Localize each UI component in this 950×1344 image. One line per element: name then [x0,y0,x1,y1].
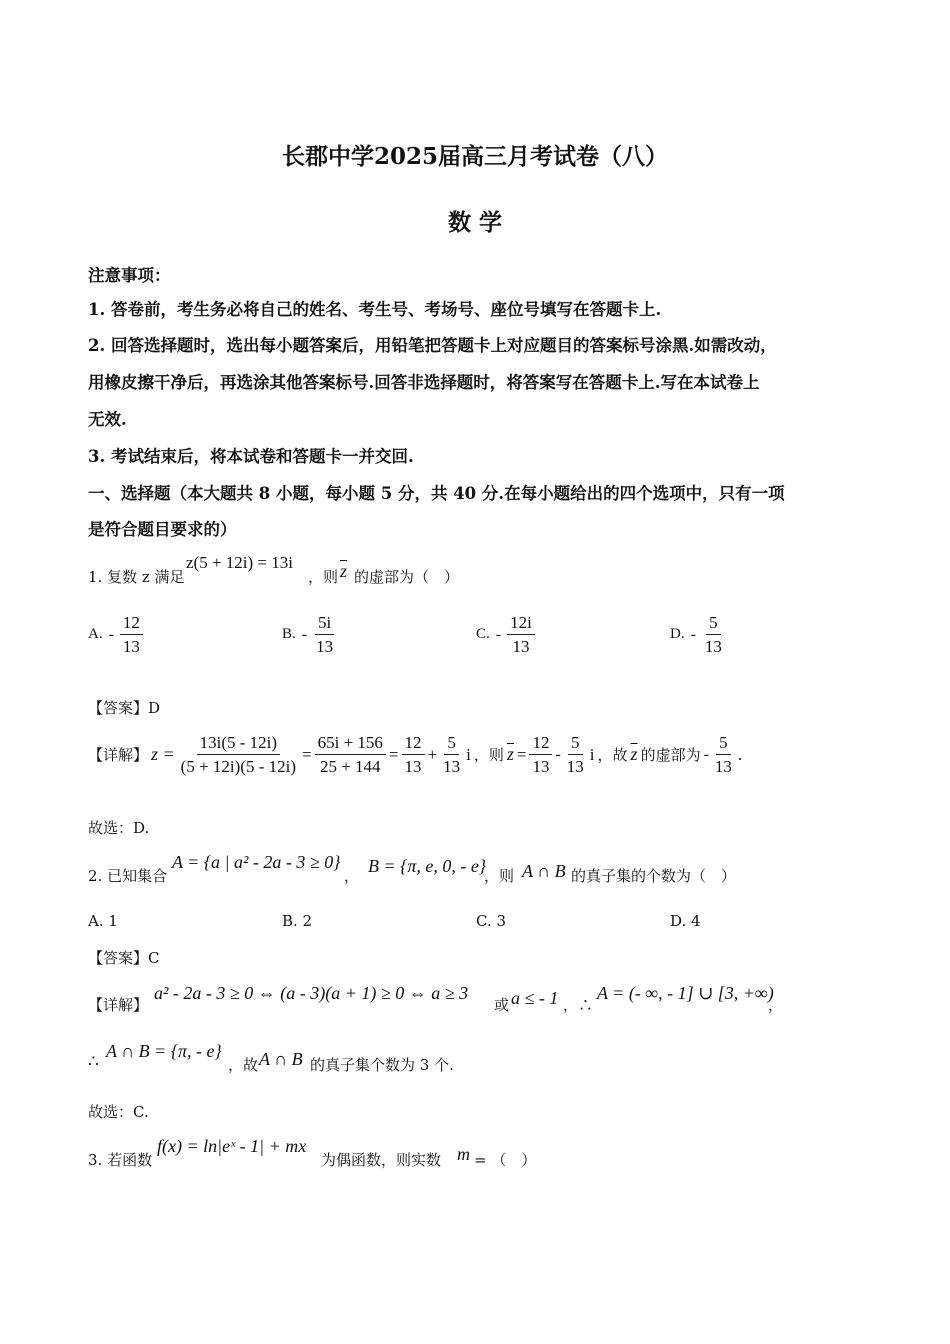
fraction-numerator: 13i(5 - 12i) [197,732,280,755]
q1-detail-fraction-7 [712,732,735,777]
minus-sign: - [690,625,696,643]
q2-set-b: B = {π, e, 0, - e} [368,856,487,876]
q1-detail-then: ，则 [473,746,504,764]
q2-conclusion: 故选：C. [88,1103,149,1121]
minus-sign: - [108,625,114,643]
fraction-denominator: 13 [404,757,422,776]
fraction-denominator: 13 [443,757,461,776]
q1-option-c-label: C. [476,626,490,642]
fraction-numerator: 5 [716,732,731,755]
q1-detail-fraction-4 [440,732,463,777]
q1-option-a-num: 12 [120,612,143,635]
fraction-numerator: 12 [529,732,552,755]
plus-sign: + [427,744,438,764]
q2-detail-or: 或 [494,996,510,1014]
fraction-numerator: 65i + 156 [315,732,386,755]
q1-middle: ，则 [308,568,339,586]
q1-option-d-num: 5 [706,612,721,635]
q1-detail-zbar-2: $\overline{z}$ [630,744,638,764]
fraction-denominator: 13 [566,757,584,776]
q2-suffix: 的真子集的个数为（ ） [571,867,737,885]
equals-sign: = [388,744,399,764]
q2-intersection-result: A ∩ B = {π, - e} [106,1041,222,1061]
q3-suffix-pre: 为偶函数，则实数 [321,1151,442,1169]
q1-option-b [282,612,336,657]
q1-detail-imag-text: 的虚部为 [640,746,701,764]
q1-detail-label: 【详解】 [88,746,149,764]
q1-option-c-den: 13 [512,637,530,656]
q1-option-c [476,612,535,657]
notice-item-2-line-3: 无效. [88,410,127,429]
q3-prefix: 3. 若函数 [88,1151,153,1169]
q1-option-d-den: 13 [704,637,722,656]
minus-sign: - [703,745,709,763]
q1-detail-fraction-2 [315,732,386,777]
q1-detail [88,732,742,777]
notice-item-3: 3. 考试结束后，将本试卷和答题卡一并交回. [88,447,414,466]
q2-detail-equation: a² - 2a - 3 ≥ 0 ⇔ (a - 3)(a + 1) ≥ 0 ⇔ a ≥ 3 [154,983,469,1003]
q1-option-d-fraction [702,612,725,657]
subject-title: 数 学 [447,209,502,236]
imag-unit: i [589,744,595,764]
notice-item-2-line-1: 2. 回答选择题时，选出每小题答案后，用铅笔把答题卡上对应题目的答案标号涂黑.如需改动， [88,336,777,355]
equals-sign: = [302,744,312,764]
q2-detail-equation-2: a ≤ - 1 [511,988,559,1008]
q3-function: f(x) = ln|eˣ - 1| + mx [157,1136,307,1156]
q1-option-b-num: 5i [315,612,334,635]
q2-set-a: A = {a | a² - 2a - 3 ≥ 0} [172,852,341,872]
q1-option-b-den: 13 [316,637,334,656]
q2-detail-label: 【详解】 [88,996,149,1014]
q2-intersect: A ∩ B [522,861,566,881]
q2-line2-suffix: 的真子集个数为 3 个. [310,1056,454,1074]
q2-line2-text: ，故 [228,1056,259,1074]
q2-option-b: B. 2 [282,912,313,930]
minus-sign: - [495,625,502,643]
q1-detail-z: z = [151,744,175,764]
q2-detail-therefore: ，∴ [563,996,594,1014]
fraction-denominator: 13 [714,757,732,776]
q1-prefix: 1. 复数 z 满足 [88,568,185,586]
q2-option-c: C. 3 [476,912,507,930]
q1-detail-so: ，故 [597,746,628,764]
q1-answer: 【答案】D [88,699,161,717]
q3-suffix: = （ ） [474,1151,537,1169]
q1-option-b-label: B. [282,626,296,642]
q2-line2-intersect: A ∩ B [259,1049,303,1069]
q1-detail-fraction-5 [529,732,552,777]
fraction-denominator: (5 + 12i)(5 - 12i) [180,757,297,776]
q2-detail-set-a: A = (- ∞, - 1] ∪ [3, +∞) [597,983,774,1003]
q2-comma: ， [344,867,360,885]
fraction-denominator: 13 [532,757,550,776]
q1-detail-fraction-6 [564,732,587,777]
fraction-denominator: 25 + 144 [319,757,381,776]
q2-detail-end: ， [768,996,784,1014]
q1-option-d [670,612,725,657]
q1-equation: z(5 + 12i) = 13i [186,553,293,572]
fraction-numerator: 5 [568,732,583,755]
period: . [737,744,743,764]
notice-heading: 注意事项： [88,266,171,285]
notice-item-2-line-2: 用橡皮擦干净后，再选涂其他答案标号.回答非选择题时，将答案写在答题卡上.写在本试卷上 [88,373,760,392]
q1-option-a [88,612,143,657]
q2-prefix: 2. 已知集合 [88,867,168,885]
q2-suffix-pre: ，则 [484,867,515,885]
section-heading-line-2: 是符合题目要求的） [88,520,237,539]
minus-sign: - [555,745,561,763]
q1-option-b-fraction [313,612,336,657]
q1-zbar: $\overline{z}$ [340,561,348,581]
q2-answer: 【答案】C [88,949,160,967]
notice-item-1: 1. 答卷前，考生务必将自己的姓名、考生号、考场号、座位号填写在答题卡上. [88,300,662,319]
q1-detail-fraction-3 [402,732,425,777]
section-heading-line-1: 一、选择题（本大题共 8 小题，每小题 5 分，共 40 分.在每小题给出的四个选项中，只有一项 [88,484,785,503]
q1-option-a-den: 13 [122,637,140,656]
minus-sign: - [301,625,308,643]
q1-detail-zbar: $\overline{z}$ [506,744,514,764]
q1-conclusion: 故选：D. [88,819,150,837]
q1-suffix: 的虚部为（ ） [354,568,460,586]
exam-title: 长郡中学2025届高三月考试卷（八） [281,143,668,170]
q2-therefore-symbol: ∴ [88,1052,99,1071]
q1-option-a-fraction [120,612,143,657]
q1-option-a-label: A. [88,626,103,642]
q2-option-d: D. 4 [670,912,701,930]
q1-option-c-fraction [507,612,535,657]
q1-detail-fraction-1 [178,732,299,777]
q3-variable: m [457,1144,470,1164]
fraction-numerator: 12 [402,732,425,755]
imag-unit: i [466,744,471,764]
equals-sign: = [516,744,527,764]
q1-option-c-num: 12i [507,612,535,635]
q1-option-d-label: D. [670,626,685,642]
q2-option-a: A. 1 [88,912,118,930]
fraction-numerator: 5 [444,732,459,755]
